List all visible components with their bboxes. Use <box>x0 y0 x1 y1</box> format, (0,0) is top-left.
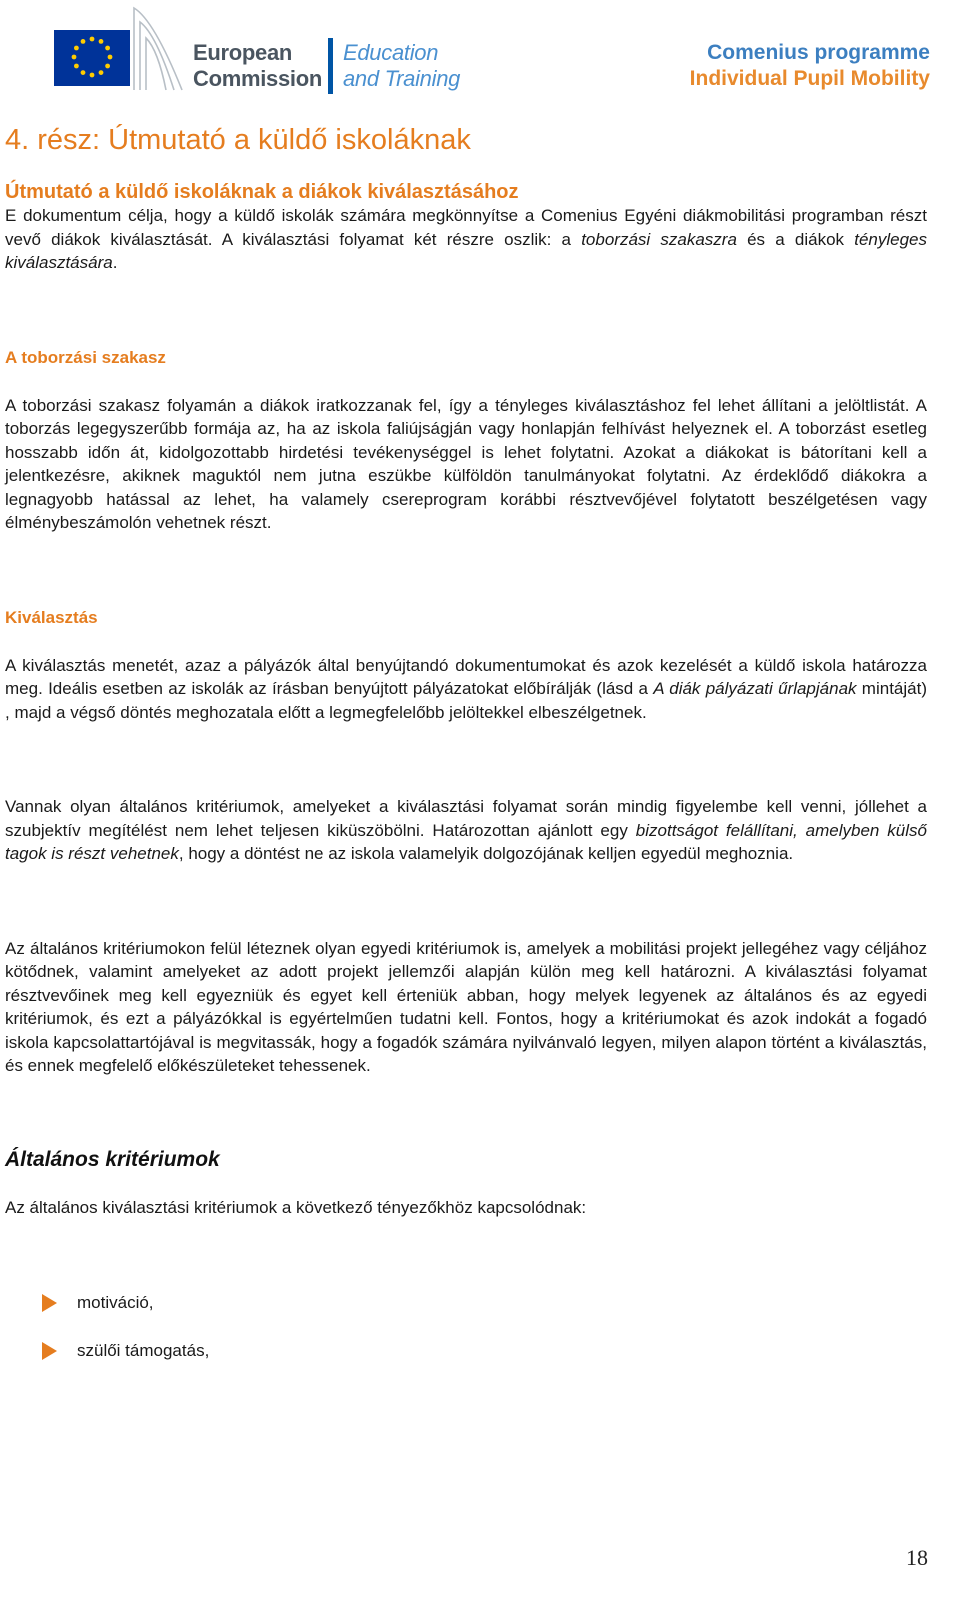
general-criteria-intro: Az általános kiválasztási kritériumok a következő tényezőkhöz kapcsolódnak: <box>5 1197 587 1217</box>
selection-heading: Kiválasztás <box>5 607 98 627</box>
education-training-wordmark <box>343 40 460 92</box>
recruitment-heading: A toborzási szakasz <box>5 347 166 367</box>
triangle-bullet-icon <box>42 1294 57 1312</box>
page-number: 18 <box>906 1545 928 1570</box>
emphasis-committee: bizottságot felállítani, amelyben külső tagok is részt vehetnek <box>5 820 927 863</box>
selection-paragraph-1: A kiválasztás menetét, azaz a pályázók által benyújtandó dokumentumokat és azok kezelését a küldő iskola határozza meg. Ideális esetben az iskolák az írásban benyújtott pályázatokat előbírálják (lásd a A diák pályázati űrlapjának mintáját) , majd a végső döntés meghozatala előtt a legmegfelelőbb jelöltekkel elbeszélgetnek. <box>5 655 927 722</box>
triangle-bullet-icon <box>42 1342 57 1360</box>
wordmark-line-training: and Training <box>343 66 461 91</box>
programme-title: Comenius programme <box>707 41 930 64</box>
wordmark-line-education: Education <box>343 40 439 65</box>
european-commission-logo <box>14 6 186 94</box>
wordmark-line-european: European <box>193 40 293 65</box>
selection-paragraph-3: Az általános kritériumokon felül léteznek olyan egyedi kritériumok is, amelyek a mobilitási projekt jellegéhez vagy céljához kötődnek, valamint amelyeket az adott projekt jellemzői alapján külön meg kell határozni. A kiválasztási folyamat résztvevőinek meg kell egyezniük és egyet kell érteniük abban, hogy melyek legyenek az általános és az egyedi kritériumok, és ezt a pályázókkal is egyértelműen tudatni kell. Fontos, hogy a kritériumokat és azok indokát a fogadó iskola kapcsolattartójával is megvitassák, hogy a fogadók számára nyilvánvaló legyen, milyen alapon történt a kiválasztás, és ennek megfelelő előkészületeket tehessenek. <box>5 938 927 1075</box>
criteria-list <box>5 1291 927 1363</box>
list-item: motiváció, <box>5 1291 927 1315</box>
intro-title: Útmutató a küldő iskoláknak a diákok kiválasztásához <box>5 181 519 203</box>
document-body <box>5 120 927 1363</box>
programme-subtitle: Individual Pupil Mobility <box>689 67 930 90</box>
european-commission-wordmark <box>193 40 322 92</box>
page-header <box>0 0 960 110</box>
list-item: szülői támogatás, <box>5 1339 927 1363</box>
wordmark-line-commission: Commission <box>193 66 323 91</box>
emphasis-actual-selection: tényleges kiválasztására <box>5 229 927 272</box>
header-divider <box>328 38 333 94</box>
emphasis-recruitment-phase: toborzási szakaszra <box>581 229 737 249</box>
general-criteria-heading: Általános kritériumok <box>5 1147 220 1171</box>
selection-paragraph-2: Vannak olyan általános kritériumok, amelyeket a kiválasztási folyamat során mindig figyelembe kell venni, jóllehet a szubjektív megítélést nem lehet teljesen kiküszöbölni. Határozottan ajánlott egy bizottságot felállítani, amelyben külső tagok is részt vehetnek, hogy a döntést ne az iskola valamelyik dolgozójának kelljen egyedül meghoznia. <box>5 797 927 863</box>
recruitment-paragraph: A toborzási szakasz folyamán a diákok iratkozzanak fel, így a tényleges kiválasztáshoz fel lehet állítani a jelöltlistát. A toborzás legegyszerűbb formája az, ha az iskola faliújságján vagy honlapján felhívást helyeznek el. A toborzást esetleg hosszabb időn át, kidolgozottabb hirdetési tevékenységgel is lehet folytatni. Azokat a diákokat is bátorítani kell a jelentkezésre, akiknek maguktól nem jutna eszükbe külföldön tanulmányokat folytatni. Az érdeklődő diákokra a legnagyobb hatással az lehet, ha valamely csereprogram korábbi résztvevőjével folytatott beszélgetésen vagy élménybeszámolón vehetnek részt. <box>5 395 927 532</box>
part-title: 4. rész: Útmutató a küldő iskoláknak <box>5 124 471 156</box>
intro-paragraph: E dokumentum célja, hogy a küldő iskolák számára megkönnyítse a Comenius Egyéni diákmobilitási programban részt vevő diákok kiválasztását. A kiválasztási folyamat két részre oszlik: a toborzási szakaszra és a diákok tényleges kiválasztására. <box>5 206 927 272</box>
emphasis-application-form: A diák pályázati űrlapjának <box>653 679 857 698</box>
